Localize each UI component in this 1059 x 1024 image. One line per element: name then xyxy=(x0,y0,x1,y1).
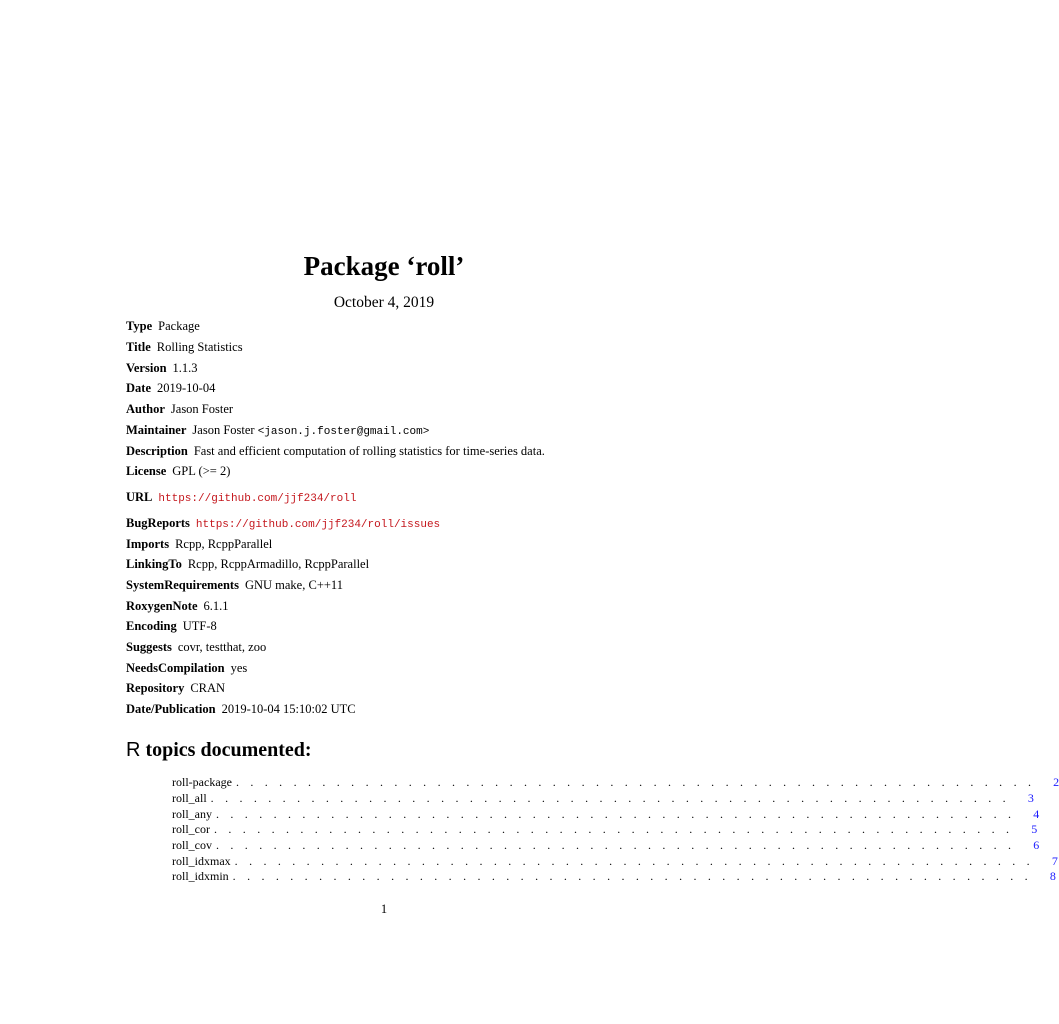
toc-entry-name: roll_any xyxy=(172,807,212,821)
field-suggests xyxy=(126,637,266,657)
field-key: BugReports xyxy=(126,516,190,530)
field-value: CRAN xyxy=(190,681,226,695)
field-key: SystemRequirements xyxy=(126,578,239,592)
field-linkingto xyxy=(126,554,369,574)
toc-entry-name: roll-package xyxy=(172,775,232,789)
field-bugreports xyxy=(126,513,440,533)
field-description xyxy=(126,441,545,461)
toc-page-link[interactable]: 8 xyxy=(1049,869,1056,883)
toc-entry-roll-all[interactable] xyxy=(172,790,1034,806)
field-value: Rcpp, RcppParallel xyxy=(175,537,273,551)
toc-page-link[interactable]: 7 xyxy=(1051,854,1058,868)
field-key: Description xyxy=(126,444,188,458)
field-key: URL xyxy=(126,490,153,504)
r-logo-text: R xyxy=(126,739,141,761)
toc-entry-roll-idxmax[interactable] xyxy=(172,853,1058,869)
maintainer-email: <jason.j.foster@gmail.com> xyxy=(257,426,430,438)
field-type xyxy=(126,316,200,336)
toc-leader-dots: . . . . . . . . . . . . . . . . . . . . . . . . . . . . . . . . . . . . . . . . . . . . . . . . . . . . . . . . xyxy=(210,791,1010,805)
field-encoding xyxy=(126,616,217,636)
field-value: Rcpp, RcppArmadillo, RcppParallel xyxy=(187,557,370,571)
toc-page-link[interactable]: 4 xyxy=(1033,807,1040,821)
field-repository xyxy=(126,678,225,698)
field-value: 1.1.3 xyxy=(172,361,198,375)
field-key: Repository xyxy=(126,681,185,695)
toc-entry-name: roll_idxmin xyxy=(172,869,229,883)
field-key: Type xyxy=(126,319,153,333)
document-date: October 4, 2019 xyxy=(333,294,435,311)
field-value: Jason Foster xyxy=(192,423,258,437)
field-author xyxy=(126,399,233,419)
toc-entry-roll-package[interactable] xyxy=(172,774,1059,790)
field-title xyxy=(126,337,243,357)
field-value: GNU make, C++11 xyxy=(244,578,343,592)
field-date-publication xyxy=(126,699,356,719)
field-key: LinkingTo xyxy=(126,557,182,571)
field-roxygennote xyxy=(126,596,229,616)
field-date xyxy=(126,378,215,398)
field-license xyxy=(126,461,230,481)
toc-leader-dots: . . . . . . . . . . . . . . . . . . . . . . . . . . . . . . . . . . . . . . . . . . . . . . . . . . . . . . . . xyxy=(216,838,1016,852)
toc-entry-name: roll_idxmax xyxy=(172,854,231,868)
toc-leader-dots: . . . . . . . . . . . . . . . . . . . . . . . . . . . . . . . . . . . . . . . . . . . . . . . . . . . . . . . . xyxy=(234,854,1034,868)
toc-entry-name: roll_all xyxy=(172,791,207,805)
field-maintainer xyxy=(126,420,429,440)
field-value: Rolling Statistics xyxy=(156,340,243,354)
field-version xyxy=(126,358,198,378)
field-systemrequirements xyxy=(126,575,343,595)
toc-entry-roll-cor[interactable] xyxy=(172,821,1038,837)
field-value: Fast and efficient computation of rolling statistics for time-series data. xyxy=(193,444,545,458)
field-key: Imports xyxy=(126,537,170,551)
field-url xyxy=(126,487,356,507)
bugreports-link[interactable]: https://github.com/jjf234/roll/issues xyxy=(195,519,441,531)
field-value: covr, testthat, zoo xyxy=(177,640,267,654)
page-number: 1 xyxy=(380,902,388,916)
toc-page-link[interactable]: 3 xyxy=(1027,791,1034,805)
field-value: 6.1.1 xyxy=(203,599,229,613)
toc-page-link[interactable]: 2 xyxy=(1053,775,1059,789)
url-link[interactable]: https://github.com/jjf234/roll xyxy=(158,493,357,505)
toc-entry-name: roll_cor xyxy=(172,822,210,836)
field-key: Maintainer xyxy=(126,423,187,437)
field-needscompilation xyxy=(126,658,247,678)
field-value: Jason Foster xyxy=(170,402,234,416)
toc-leader-dots: . . . . . . . . . . . . . . . . . . . . . . . . . . . . . . . . . . . . . . . . . . . . . . . . . . . . . . . . xyxy=(214,822,1014,836)
field-imports xyxy=(126,534,272,554)
field-value: yes xyxy=(230,661,248,675)
field-key: Title xyxy=(126,340,151,354)
toc-entry-roll-idxmin[interactable] xyxy=(172,868,1056,884)
field-key: Version xyxy=(126,361,167,375)
field-key: Date xyxy=(126,381,151,395)
toc-entry-name: roll_cov xyxy=(172,838,212,852)
field-value: 2019-10-04 xyxy=(157,381,216,395)
toc-leader-dots: . . . . . . . . . . . . . . . . . . . . . . . . . . . . . . . . . . . . . . . . . . . . . . . . . . . . . . . . xyxy=(235,775,1036,789)
toc-page-link[interactable]: 6 xyxy=(1033,838,1040,852)
field-key: License xyxy=(126,464,167,478)
field-key: NeedsCompilation xyxy=(126,661,225,675)
toc-leader-dots: . . . . . . . . . . . . . . . . . . . . . . . . . . . . . . . . . . . . . . . . . . . . . . . . . . . . . . . . xyxy=(216,807,1016,821)
field-key: Encoding xyxy=(126,619,177,633)
field-key: RoxygenNote xyxy=(126,599,198,613)
field-key: Suggests xyxy=(126,640,172,654)
toc-entry-roll-any[interactable] xyxy=(172,806,1040,822)
field-value: 2019-10-04 15:10:02 UTC xyxy=(221,702,356,716)
field-value: GPL (>= 2) xyxy=(172,464,231,478)
field-value: Package xyxy=(158,319,200,333)
field-key: Author xyxy=(126,402,165,416)
package-title: Package ‘roll’ xyxy=(303,251,465,281)
field-value: UTF-8 xyxy=(182,619,217,633)
toc-entry-roll-cov[interactable] xyxy=(172,837,1040,853)
field-key: Date/Publication xyxy=(126,702,216,716)
toc-leader-dots: . . . . . . . . . . . . . . . . . . . . . . . . . . . . . . . . . . . . . . . . . . . . . . . . . . . . . . . . xyxy=(232,869,1032,883)
topics-heading-text: topics documented: xyxy=(140,739,312,761)
toc-page-link[interactable]: 5 xyxy=(1031,822,1038,836)
topics-heading xyxy=(126,736,312,764)
